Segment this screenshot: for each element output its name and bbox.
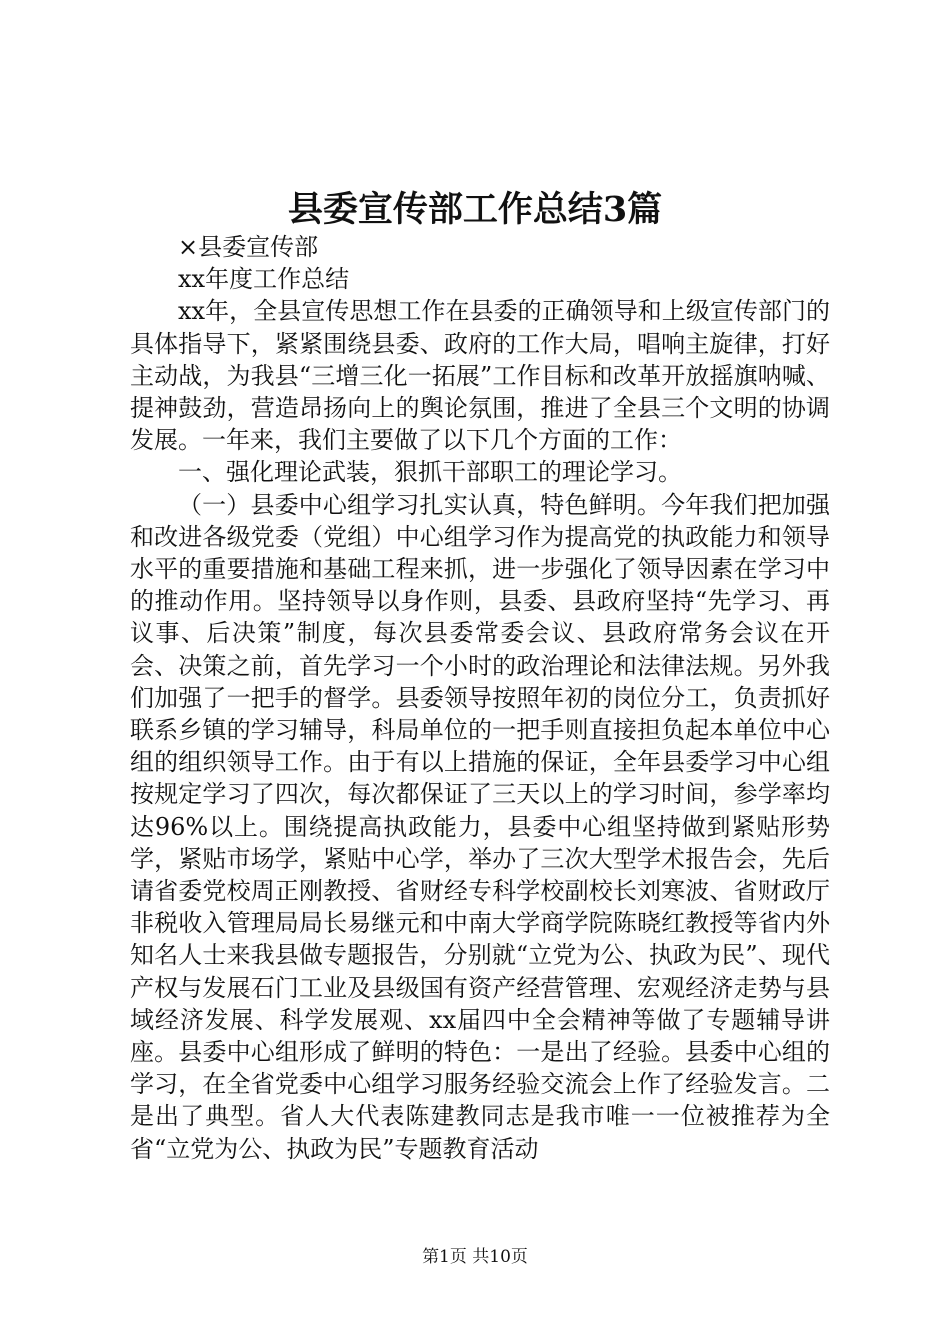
section-heading: 一、强化理论武装，狠抓干部职工的理论学习。 <box>178 458 682 487</box>
body-paragraph: （一）县委中心组学习扎实认真，特色鲜明。今年我们把加强和改进各级党委（党组）中心组学习作为提高党的执政能力和领导水平的重要措施和基础工程来抓，进一步强化了领导因素在学习中的推动作用。坚持领导以身作则，县委、县政府坚持“先学习、再议事、后决策”制度，每次县委常委会议、县政府常务会议在开会、决策之前，首先学习一个小时的政治理论和法律法规。另外我们加强了一把手的督学。县委领导按照年初的岗位分工，负责抓好联系乡镇的学习辅导，科局单位的一把手则直接担负起本单位中心组的组织领导工作。由于有以上措施的保证，全年县委学习中心组按规定学习了四次，每次都保证了三天以上的学习时间，参学率均达96%以上。围绕提高执政能力，县委中心组坚持做到紧贴形势学，紧贴市场学，紧贴中心学，举办了三次大型学术报告会，先后请省委党校周正刚教授、省财经专科学校副校长刘寒波、省财政厅非税收入管理局局长易继元和中南大学商学院陈晓红教授等省内外知名人士来我县做专题报告，分别就“立党为公、执政为民”、现代产权与发展石门工业及县级国有资产经营管理、宏观经济走势与县域经济发展、科学发展观、xx届四中全会精神等做了专题辅导讲座。县委中心组形成了鲜明的特色：一是出了经验。县委中心组的学习，在全省党委中心组学习服务经验交流会上作了经验发言。二是出了典型。省人大代表陈建教同志是我市唯一一位被推荐为全省“立党为公、执政为民”专题教育活动 <box>130 490 830 1163</box>
page-footer: 第1页 共10页 <box>422 1247 528 1267</box>
subtitle-line: xx年度工作总结 <box>178 265 350 294</box>
page-title: 县委宣传部工作总结3篇 <box>287 189 663 230</box>
intro-paragraph: xx年，全县宣传思想工作在县委的正确领导和上级宣传部门的具体指导下，紧紧围绕县委、政府的工作大局，唱响主旋律，打好主动战，为我县“三增三化一拓展”工作目标和改革开放摇旗呐喊、提神鼓劲，营造昂扬向上的舆论氛围，推进了全县三个文明的协调发展。一年来，我们主要做了以下几个方面的工作： <box>130 297 830 455</box>
document-body <box>130 231 830 1165</box>
org-name-line: ×县委宣传部 <box>178 233 319 261</box>
